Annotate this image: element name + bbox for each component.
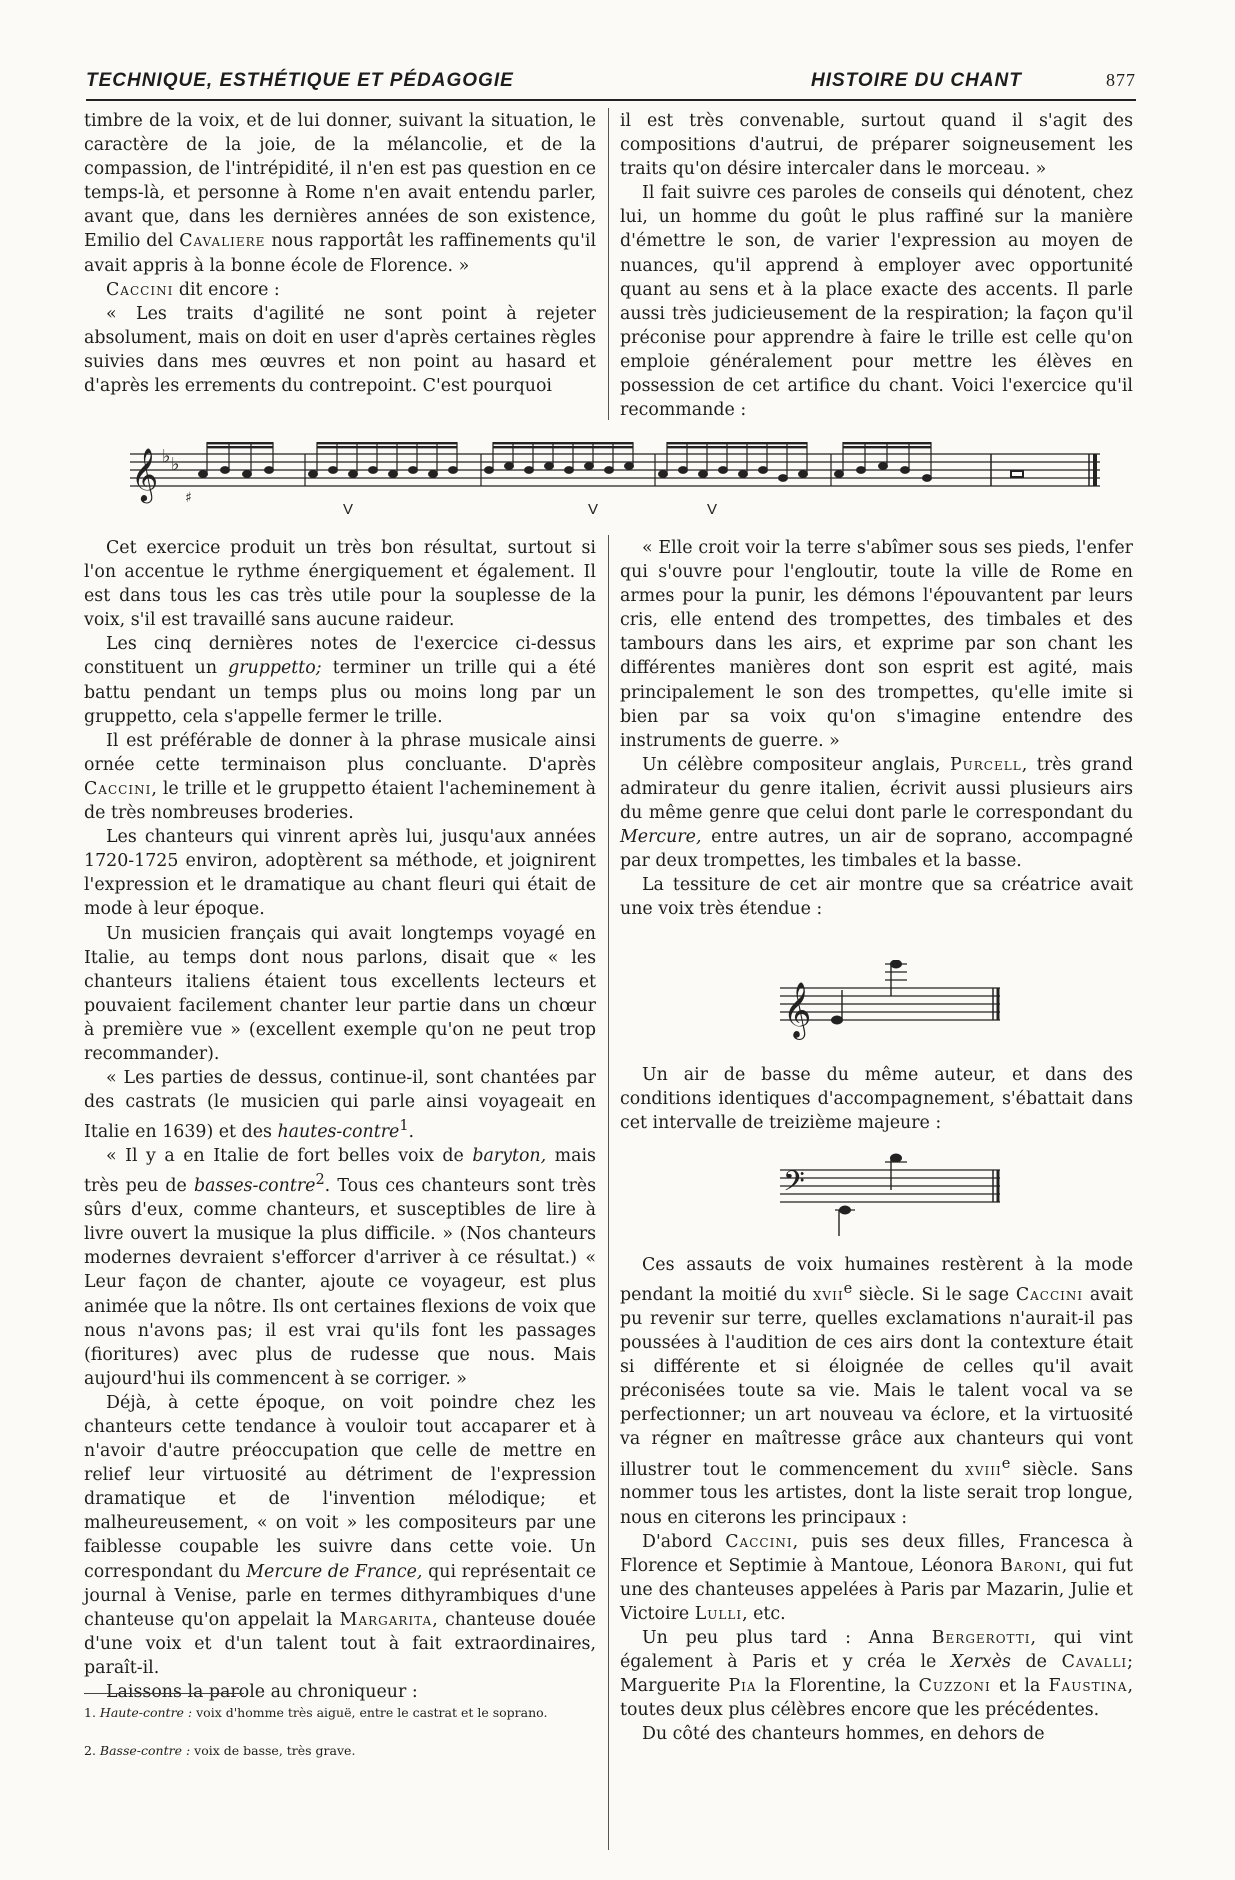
note-head — [525, 467, 534, 474]
header-left-title: TECHNIQUE, ESTHÉTIQUE ET PÉDAGOGIE — [86, 70, 514, 91]
note-head — [485, 467, 494, 474]
paragraph: il est très convenable, surtout quand il s'agit des compositions d'autrui, de préparer soigneusement les traits qu'on désire intercaler dans le morceau. » — [620, 111, 1133, 180]
note-head — [699, 471, 708, 478]
note-head — [719, 467, 728, 474]
note-beam — [493, 446, 633, 448]
paragraph: Un célèbre compositeur anglais, Purcell, très grand admirateur du genre italien, écrivit aussi plusieurs airs du même genre que celui dont parle le correspondant du Mercure, entre autres, un air de soprano, accompagné par deux trompettes, les timbales et la basse. — [620, 754, 1134, 872]
note-head — [369, 467, 378, 474]
note-beam — [843, 442, 931, 444]
accent-mark: V — [707, 501, 718, 518]
note-head — [221, 467, 230, 474]
footnote-1: 1. Haute-contre : voix d'homme très aiguë, entre le castrat et le soprano. — [84, 1705, 548, 1720]
note-head — [409, 467, 418, 474]
note-head — [349, 471, 358, 478]
column-left-top — [84, 109, 596, 398]
paragraph: D'abord Caccini, puis ses deux filles, Francesca à Florence et Septimie à Mantoue, Léonora Baroni, qui fut une des chanteuses appelées à Paris par Mazarin, Julie et Victoire Lulli, etc. — [620, 1531, 1133, 1624]
column-right-middle — [620, 1063, 1133, 1135]
paragraph: Laissons la parole au chroniqueur : — [106, 1682, 418, 1702]
column-divider-bottom — [608, 535, 609, 1850]
note-head — [679, 467, 688, 474]
accent-mark: V — [588, 501, 599, 518]
paragraph: Les chanteurs qui vinrent après lui, jusqu'aux années 1720-1725 environ, adoptèrent sa méthode, et joignirent l'expression et le dramatique au chant fleuri qui était de mode à leur époque. — [84, 827, 596, 920]
footnote-ref[interactable]: 2 — [315, 1172, 325, 1189]
paragraph: « Il y a en Italie de fort belles voix de baryton, mais très peu de basses-contre$^2$. Tous ces chanteurs sont très sûrs d'eux, comme chanteurs, et susceptibles de lire à livre ouvert la musique la plus difficile. » (Nos chanteurs modernes devraient s'efforcer d'arriver à ce résultat.) « Leur façon de chanter, ajoute ce voyageur, est plus animée que la nôtre. Ils ont certaines flexions de voix que nous n'avons pas; il est vrai qu'ils font les passages (fioritures) avec plus de rudesse que nous. Mais aujourd'hui ils commencent à se corriger. » — [84, 1146, 597, 1389]
paragraph: Un peu plus tard : Anna Bergerotti, qui vint également à Paris et y créa le Xerxès de Cavalli; Marguerite Pia la Florentine, la Cuzzoni et la Faustina, toutes deux plus célèbres encore que les précédentes. — [620, 1628, 1134, 1721]
note-head — [329, 467, 338, 474]
note-head — [659, 471, 668, 478]
note-head — [389, 471, 398, 478]
header-section-title: HISTOIRE DU CHANT — [811, 70, 1022, 91]
note-head — [779, 475, 788, 482]
note-head — [759, 467, 768, 474]
paragraph: « Les parties de dessus, continue-il, sont chantées par des castrats (le musicien qui parle ainsi voyageait en Italie en 1639) et des hautes-contre$^1$. — [84, 1068, 596, 1143]
staff-lines — [130, 454, 1100, 486]
note-beam — [667, 442, 807, 444]
note-head — [831, 1016, 843, 1025]
music-soprano-range — [775, 960, 1005, 1050]
page-number: 877 — [1106, 70, 1136, 90]
footnote-rule — [84, 1693, 244, 1694]
note-head — [199, 471, 208, 478]
paragraph: Caccini dit encore : — [106, 279, 280, 300]
note-head — [309, 471, 318, 478]
note-head — [857, 467, 866, 474]
note-head — [890, 1154, 902, 1163]
paragraph: Un air de basse du même auteur, et dans des conditions identiques d'accompagnement, s'ébattait dans cet intervalle de treizième majeure : — [620, 1065, 1133, 1134]
note-head — [565, 467, 574, 474]
note-beam — [207, 442, 273, 444]
note-head — [835, 471, 844, 478]
note-head — [585, 463, 594, 470]
footnote-2: 2. Basse-contre : voix de basse, très grave. — [84, 1743, 356, 1758]
note-head — [625, 463, 634, 470]
flat-sign-icon: ♭ — [162, 446, 171, 467]
sharp-sign-icon: ♯ — [185, 490, 192, 506]
column-right-bottom — [620, 536, 1133, 922]
note-beam — [317, 446, 457, 448]
note-beam — [493, 442, 633, 444]
column-right-end — [620, 1253, 1133, 1746]
paragraph: « Les traits d'agilité ne sont point à rejeter absolument, mais on doit en user d'après certaines règles suivies dans mes œuvres et non point au hasard et d'après les errements du contrepoint. C'est pourquoi — [84, 303, 596, 397]
column-left-bottom — [84, 536, 596, 1704]
paragraph: Il est préférable de donner à la phrase musicale ainsi ornée cette terminaison plus concluante. D'après Caccini, le trille et le gruppetto étaient l'acheminement à de très nombreuses broderies. — [84, 730, 596, 824]
note-head — [265, 467, 274, 474]
paragraph: « Elle croit voir la terre s'abîmer sous ses pieds, l'enfer qui s'ouvre pour l'engloutir, toute la ville de Rome en armes pour la punir, les démons l'épouvantent par leurs cris, elle entend des trompettes, des timbales et des tambours dans les airs, et exprime par son chant les différentes manières dont son esprit est agité, mais principalement le son des trompettes, qu'elle imite si bien par sa voix qu'on s'imagine entendre des instruments de guerre. » — [620, 538, 1133, 751]
bass-clef-icon: 𝄢 — [783, 1165, 805, 1205]
treble-clef-icon: 𝄞 — [131, 447, 159, 501]
paragraph: Il fait suivre ces paroles de conseils qui dénotent, chez lui, un homme du goût le plus raffiné sur la manière d'émettre le son, de varier l'expression au moyen de nuances, qu'il apprend à employer avec opportunité quant au sens et à la place exacte des accents. Il parle aussi très judicieusement de la respiration; la façon qu'il préconise pour apprendre à faire le trille est celle qu'on emploie généralement pour mettre les élèves en possession de cet artifice du chant. Voici l'exercice qu'il recommande : — [620, 183, 1133, 421]
note-head — [545, 463, 554, 470]
note-beam — [843, 446, 931, 448]
header-rule — [86, 99, 1136, 101]
accent-mark: V — [343, 501, 354, 518]
footnote-ref[interactable]: 1 — [399, 1118, 409, 1135]
note-beam — [317, 442, 457, 444]
note-head — [429, 471, 438, 478]
note-head — [605, 467, 614, 474]
note-head — [505, 463, 514, 470]
note-head — [799, 471, 808, 478]
note-head — [879, 463, 888, 470]
running-header — [86, 70, 1136, 100]
column-divider-top — [608, 108, 609, 420]
note-head — [739, 471, 748, 478]
paragraph: Les cinq dernières notes de l'exercice ci-dessus constituent un gruppetto; terminer un trille qui a été battu pendant un temps plus ou moins long par un gruppetto, cela s'appelle fermer le trille. — [84, 634, 597, 727]
paragraph: Ces assauts de voix humaines restèrent à la mode pendant la moitié du xvii$^e$ siècle. Si le sage Caccini avait pu revenir sur terre, quelles exclamations n'aurait-il pas poussées à l'audition de ces airs dont la contexture était si différente et si éloignée de celles qu'il avait préconisées toute sa vie. Mais le talent vocal va se perfectionner; un art nouveau va éclore, et la virtuosité va régner en maîtresse grâce aux chanteurs qui vont illustrer tout le commencement du xviii$^e$ siècle. Sans nommer tous les artistes, dont la liste serait trop longue, nous en citerons les principaux : — [620, 1255, 1133, 1528]
paragraph: La tessiture de cet air montre que sa créatrice avait une voix très étendue : — [620, 875, 1133, 920]
music-exercise-staff — [125, 440, 1105, 520]
note-head — [449, 467, 458, 474]
flat-sign-icon: ♭ — [171, 454, 180, 475]
note-head — [901, 467, 910, 474]
paragraph: Du côté des chanteurs hommes, en dehors de — [642, 1724, 1045, 1745]
paragraph: timbre de la voix, et de lui donner, suivant la situation, le caractère de la joie, de la mélancolie, et de la compassion, de l'intrépidité, il n'en est pas question en ce temps-là, et personne à Rome n'en avait entendu parler, avant que, dans les dernières années de son existence, Emilio del Cavaliere nous rapportât les raffinements qu'il avait appris à la bonne école de Florence. » — [84, 111, 597, 276]
note-beam — [207, 446, 273, 448]
column-right-top — [620, 109, 1133, 422]
note-beam — [667, 446, 807, 448]
note-head — [839, 1206, 851, 1215]
paragraph: Un musicien français qui avait longtemps voyagé en Italie, au temps dont nous parlons, disait que « les chanteurs italiens étaient tous excellents lecteurs et pouvaient facilement chanter leur partie dans un chœur à première vue » (excellent exemple qu'on ne peut trop recommander). — [84, 923, 596, 1064]
note-head — [890, 960, 902, 969]
paragraph: Cet exercice produit un très bon résultat, surtout si l'on accentue le rythme énergiquement et également. Il est dans tous les cas très utile pour la souplesse de la voix, s'il est travaillé sans aucune raideur. — [84, 538, 596, 631]
note-head — [923, 475, 932, 482]
treble-clef-icon: 𝄞 — [783, 982, 812, 1038]
music-bass-range — [775, 1148, 1005, 1238]
whole-note — [1011, 471, 1023, 477]
paragraph: Déjà, à cette époque, on voit poindre chez les chanteurs cette tendance à vouloir tout accaparer et à n'avoir d'autre préoccupation que celle de mettre en relief leur virtuosité au détriment de l'expression dramatique et de l'invention mélodique; et malheureusement, « on voit » les compositeurs par une faiblesse coupable les suivre dans cette voie. Un correspondant du Mercure de France, qui représentait ce journal à Venise, parle en termes dithyrambiques d'une chanteuse qu'on appelait la Margarita, chanteuse douée d'une voix et d'un talent tout à fait extraordinaires, paraît-il. — [84, 1392, 597, 1678]
note-head — [243, 471, 252, 478]
